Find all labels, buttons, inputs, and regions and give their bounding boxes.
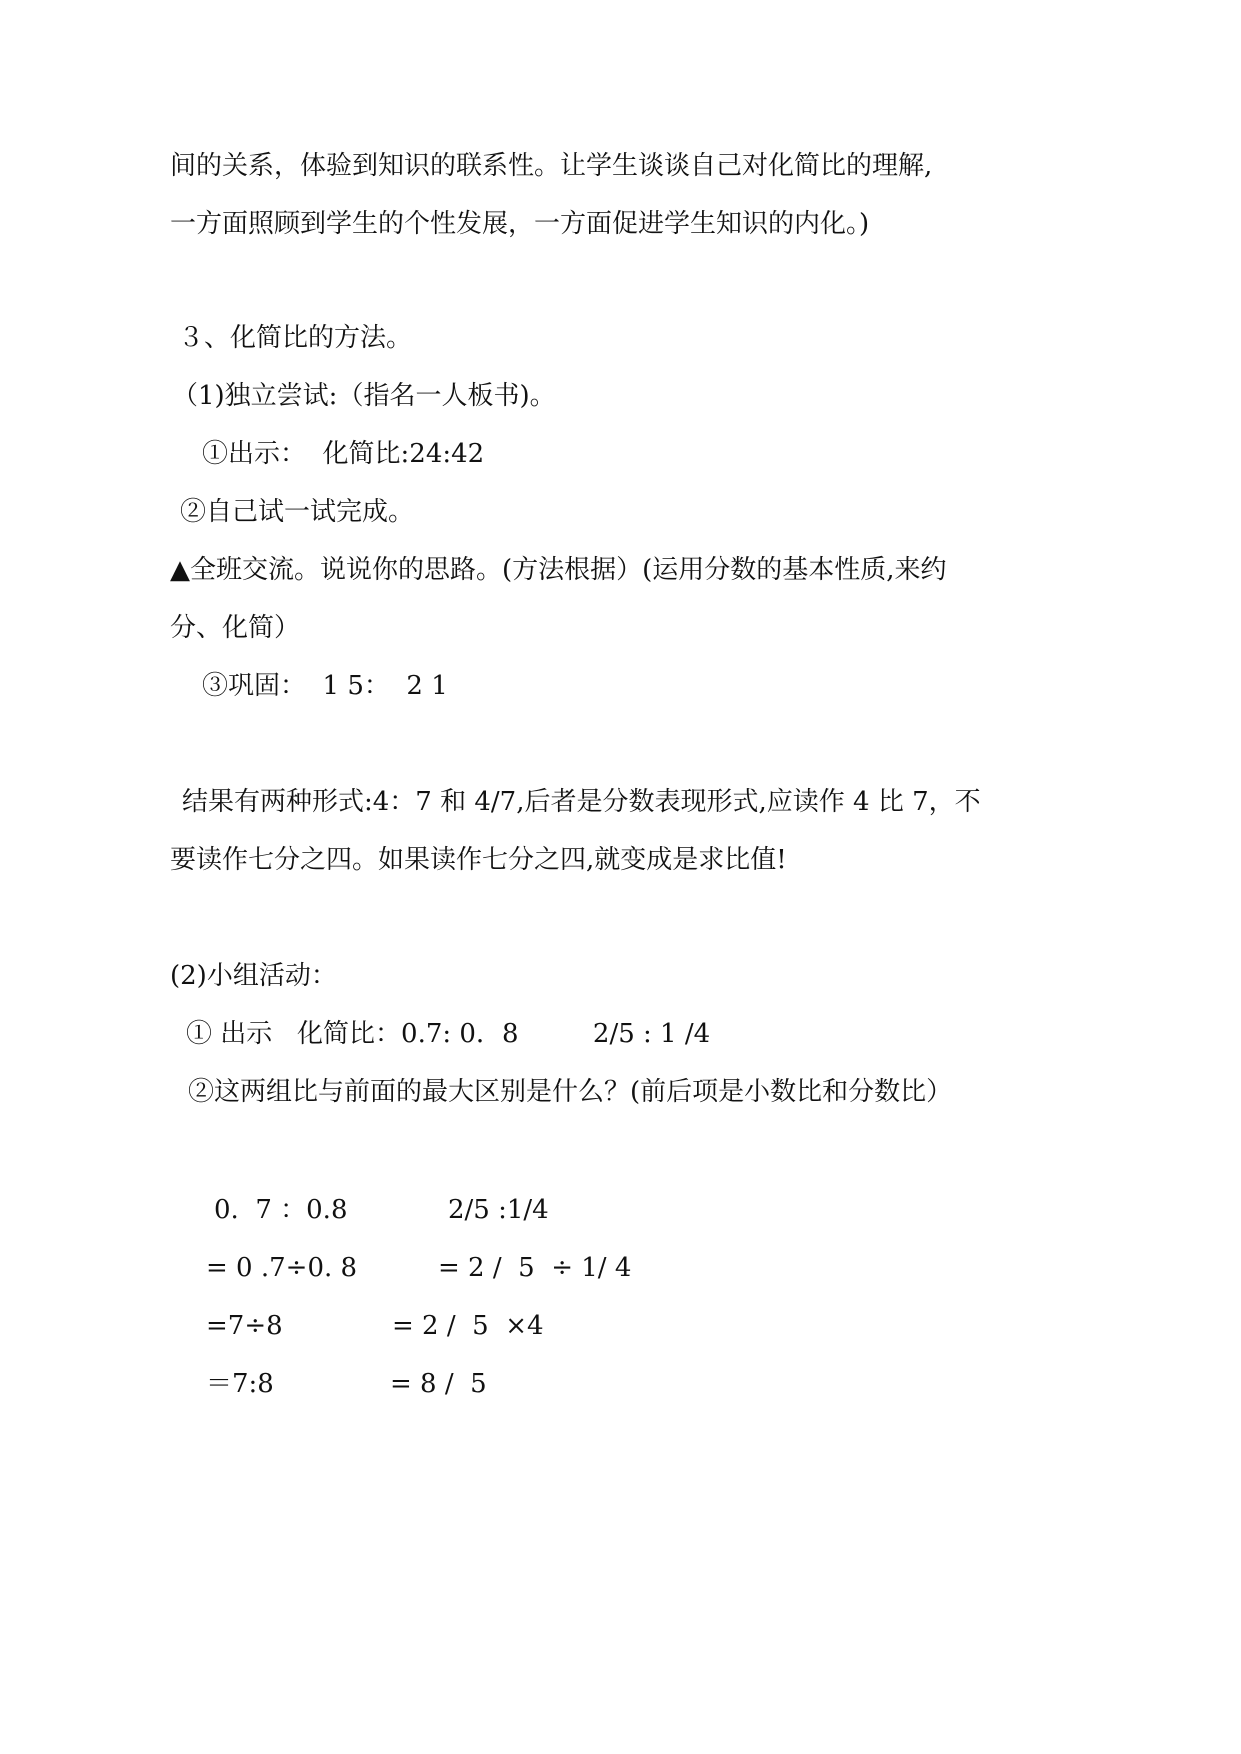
section-3-title: ３、化简比的方法。 [178, 323, 413, 353]
step-1-try: ②自己试一试完成。 [180, 497, 415, 527]
step-1-heading: （1)独立尝试:（指名一人板书)。 [172, 381, 556, 411]
result-note-line-2: 要读作七分之四。如果读作七分之四,就变成是求比值! [170, 845, 787, 875]
calc-right-step-1: 2/5 :1/4 [448, 1195, 549, 1225]
exchange-line-2: 分、化简） [170, 613, 301, 643]
calc-left-step-1: 0. 7 ：0.8 [214, 1195, 348, 1225]
calc-right-step-3: = 2 / 5 ×4 [392, 1311, 544, 1341]
exchange-line-1: ▲全班交流。说说你的思路。(方法根据）(运用分数的基本性质,来约 [170, 555, 947, 585]
group-activity-title: (2)小组活动： [170, 961, 337, 991]
intro-line-2: 一方面照顾到学生的个性发展，一方面促进学生知识的内化。) [170, 209, 870, 239]
intro-line-1: 间的关系，体验到知识的联系性。让学生谈谈自己对化简比的理解, [170, 151, 933, 181]
calc-left-step-4: ＝7:8 [206, 1369, 274, 1399]
calc-right-step-4: = 8 / 5 [390, 1369, 487, 1399]
result-note-line-1: 结果有两种形式:4：7 和 4/7,后者是分数表现形式,应读作 4 比 7，不 [182, 787, 981, 817]
consolidate-line: ③巩固： 1 5： 2 1 [202, 671, 448, 701]
group-activity-show: ① 出示 化简比：0.7: 0．8 2/5 : 1 /4 [186, 1019, 711, 1049]
calc-right-step-2: = 2 / 5 ÷ 1/ 4 [438, 1253, 632, 1283]
calc-left-step-3: =7÷8 [206, 1311, 283, 1341]
step-1-show: ①出示： 化简比:24:42 [202, 439, 485, 469]
calc-left-step-2: = 0 .7÷0. 8 [206, 1253, 358, 1283]
group-activity-question: ②这两组比与前面的最大区别是什么？(前后项是小数比和分数比） [188, 1077, 953, 1107]
